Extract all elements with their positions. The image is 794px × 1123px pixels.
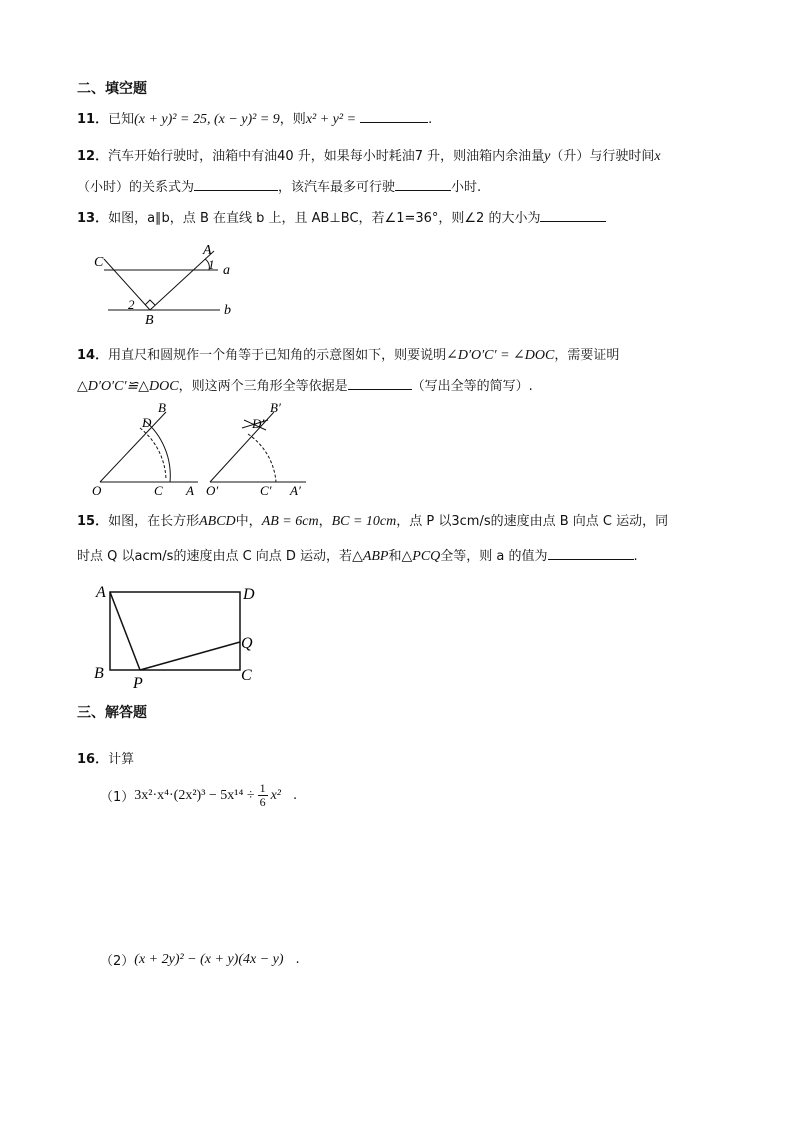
fig2-label-D: D′ (252, 416, 265, 431)
q15-rect: ABCD (199, 514, 236, 529)
q15-and: 和 (388, 549, 402, 564)
q14-number: 14． (77, 348, 109, 363)
q11-mid: ，则 (279, 112, 306, 127)
fig1-label-A: A (186, 483, 194, 498)
q15-l2a: 时点 Q 以 (77, 549, 135, 564)
fig1-label-O: O (92, 483, 102, 498)
q14-answer-blank[interactable] (348, 377, 412, 390)
q13-answer-blank[interactable] (540, 209, 606, 222)
q15-figure (90, 578, 270, 690)
q12-var-x: x (654, 149, 661, 164)
fig2-label-B: B′ (270, 400, 281, 415)
q12-line2b: ，该汽车最多可行驶 (278, 180, 396, 195)
q15-l1d: ，点 P 以 (396, 514, 452, 529)
label-C: C (94, 255, 104, 270)
q16-p1-fraction (258, 782, 268, 809)
label-a: a (223, 263, 230, 278)
q12-line2a: （小时）的关系式为 (77, 180, 195, 195)
q16-p1-tail: x² (270, 787, 281, 803)
label-b: b (224, 303, 231, 318)
ray-OB-prime (210, 412, 274, 482)
q11-ask: x² + y² = (305, 112, 357, 127)
question-13 (77, 207, 606, 226)
q15-speed: 3cm/s (451, 514, 491, 529)
label-Q: Q (241, 635, 253, 652)
fig2-label-C: C′ (260, 483, 272, 498)
label-B: B (94, 665, 104, 682)
q15-l1b: 中， (235, 514, 262, 529)
question-14-line2 (77, 375, 533, 395)
fraction-denominator: 6 (259, 795, 266, 809)
question-11 (77, 108, 432, 128)
label-A: A (203, 243, 212, 258)
fig1-label-B: B (158, 400, 166, 415)
q13-number: 13． (77, 211, 109, 226)
q16-part-2 (100, 950, 300, 969)
fig2-label-A: A′ (290, 483, 301, 498)
label-B: B (145, 313, 154, 328)
q16-p1-label: （1） (100, 790, 135, 805)
q15-abp: △ABP (352, 549, 389, 564)
q15-end: . (633, 549, 638, 564)
q11-answer-blank[interactable] (360, 110, 428, 123)
q14-line2: ，则这两个三角形全等依据是 (178, 379, 348, 394)
q15-pcq: △PCQ (401, 549, 441, 564)
fig1-label-D: D (142, 415, 152, 430)
label-A: A (96, 584, 106, 601)
q12-line1: 汽车开始行驶时，油箱中有油40 升，如果每小时耗油7 升，则油箱内余油量 (108, 149, 545, 164)
label-P: P (133, 675, 143, 690)
q16-p2-label: （2） (100, 954, 135, 969)
q12-blank-2[interactable] (395, 178, 451, 191)
q11-number: 11． (77, 112, 109, 127)
rectangle-ABCD (110, 592, 240, 670)
question-15 (77, 510, 668, 530)
q16-p2-end: . (295, 952, 300, 967)
section-answer-heading: 三、解答题 (77, 705, 147, 721)
question-12 (77, 145, 661, 165)
fig2-label-O: O′ (206, 483, 219, 498)
q15-l1e: 的速度由点 B 向点 C 运动，同 (490, 514, 669, 529)
q14-line2b: （写出全等的简写）. (411, 379, 533, 394)
q15-bc: BC = 10cm (331, 514, 397, 529)
q14-figure-2 (206, 400, 306, 498)
q15-answer-blank[interactable] (548, 547, 634, 560)
q15-number: 15． (77, 514, 109, 529)
q16-number: 16． (77, 752, 109, 767)
q16-title: 计算 (108, 752, 135, 767)
q11-pre: 已知 (108, 112, 135, 127)
q14-figure-1 (92, 400, 198, 498)
q12-blank-1[interactable] (194, 178, 278, 191)
q15-l2b: 的速度由点 C 向点 D 运动，若 (173, 549, 353, 564)
q12-var-y: y (544, 149, 551, 164)
right-angle-mark (145, 300, 155, 305)
segment-AP (110, 592, 140, 670)
fraction-numerator: 1 (259, 781, 266, 795)
segment-cb (104, 259, 150, 310)
q16-p1-end: . (292, 788, 298, 803)
segment-PQ (140, 642, 240, 670)
q15-acm: acm/s (134, 549, 174, 564)
segment-ba (150, 251, 214, 310)
q12-number: 12． (77, 149, 109, 164)
section-fill-heading: 二、填空题 (77, 81, 147, 97)
q15-l1c: ， (318, 514, 332, 529)
question-16 (77, 748, 134, 767)
q13-figure (90, 240, 250, 328)
arc-dashed-prime (248, 434, 276, 482)
question-15-line2 (77, 545, 638, 565)
question-14 (77, 344, 619, 364)
label-angle-2: 2 (128, 297, 135, 312)
q15-ab: AB = 6cm (261, 514, 319, 529)
q14-equation: ∠D′O′C′ = ∠DOC (446, 348, 555, 363)
fig1-label-C: C (154, 483, 163, 498)
label-angle-1: 1 (208, 257, 215, 272)
q11-end: . (428, 112, 433, 127)
q11-expression: (x + y)² = 25, (x − y)² = 9 (134, 112, 280, 127)
q14-triangles: △D′O′C′≌△DOC (77, 379, 179, 394)
q16-p2-expression: (x + 2y)² − (x + y)(4x − y) (134, 951, 284, 967)
q16-part-1 (100, 782, 297, 809)
question-12-line2 (77, 176, 481, 195)
q14-line1a: 用直尺和圆规作一个角等于已知角的示意图如下，则要说明 (108, 348, 447, 363)
q12-line2c: 小时. (451, 180, 482, 195)
q15-l1a: 如图，在长方形 (108, 514, 200, 529)
q12-unit: （升）与行驶时间 (550, 149, 655, 164)
q16-p1-expression: 3x²·x⁴·(2x²)³ − 5x¹⁴ ÷ (134, 787, 255, 803)
label-C: C (241, 667, 252, 684)
label-D: D (243, 586, 255, 603)
q14-line1b: ，需要证明 (554, 348, 620, 363)
q14-figures (88, 398, 328, 500)
q15-l2c: 全等，则 a 的值为 (440, 549, 548, 564)
q13-text: 如图，a∥b，点 B 在直线 b 上，且 AB⊥BC，若∠1=36°，则∠2 的大小为 (108, 211, 541, 226)
